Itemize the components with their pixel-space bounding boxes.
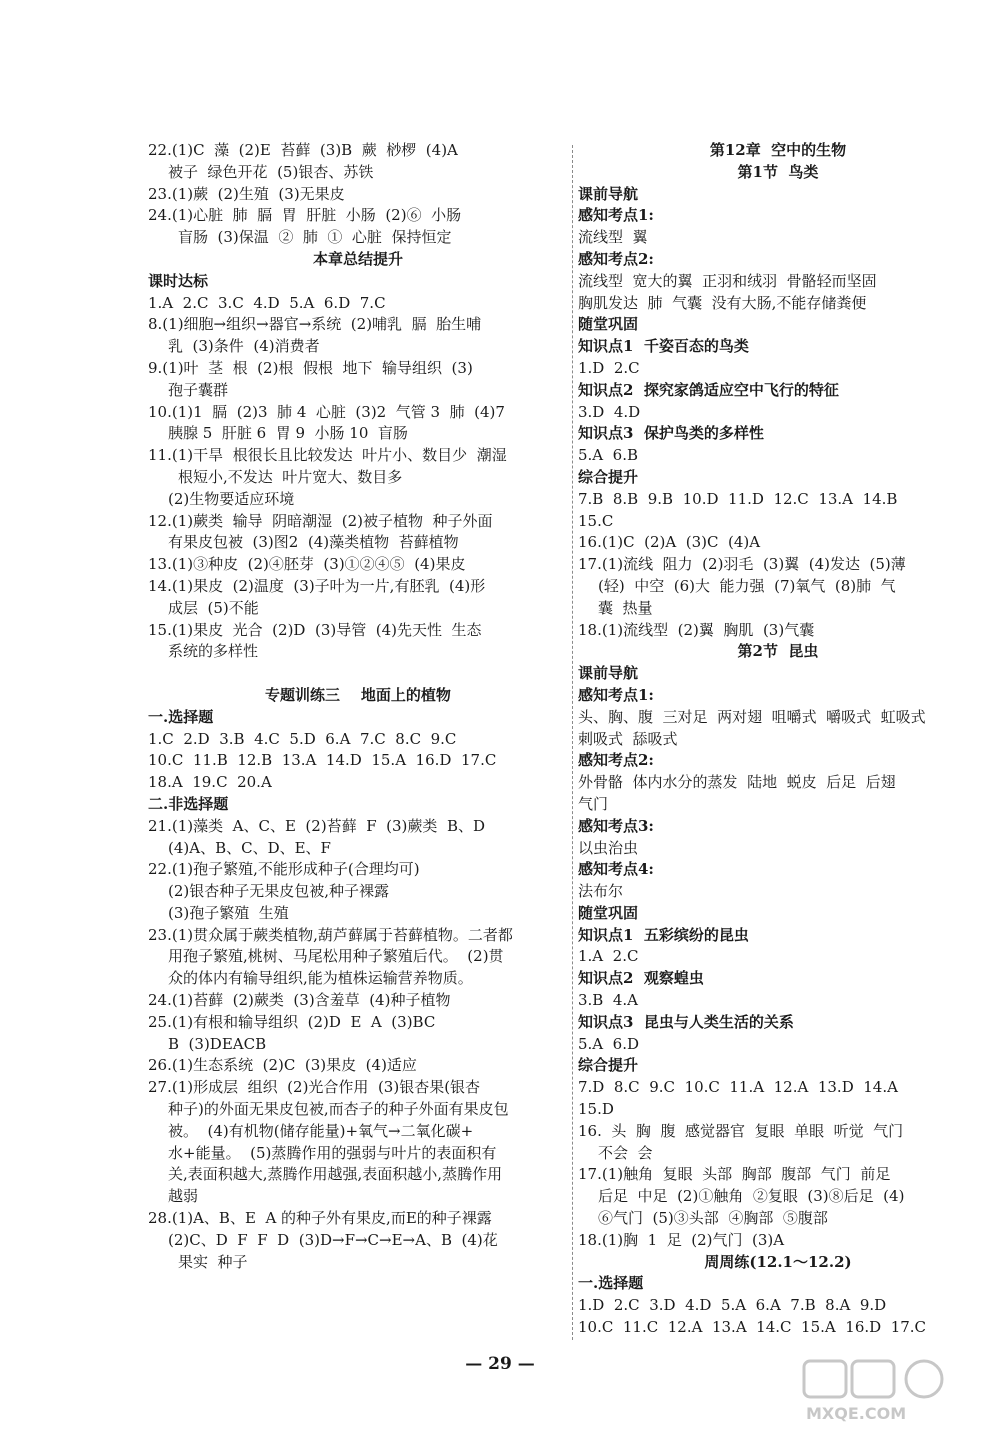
answer-line: 囊 热量 xyxy=(598,598,653,617)
answer-15: 15.C xyxy=(578,511,614,530)
answer-17: 17.(1)流线 阻力 (2)羽毛 (3)翼 (4)发达 (5)薄 xyxy=(578,555,906,574)
section-heading-weekly: 周周练(12.1～12.2) xyxy=(704,1252,852,1271)
answer-13: 13.(1)③种皮 (2)④胚芽 (3)①②④⑤ (4)果皮 xyxy=(148,555,466,574)
answer-16: 16. 头 胸 腹 感觉器官 复眼 单眼 听觉 气门 xyxy=(578,1121,904,1140)
subheading-non-choice-questions: 二.非选择题 xyxy=(148,794,229,813)
watermark-text: MXQE.COM xyxy=(806,1404,907,1423)
answer-line: 关,表面积越大,蒸腾作用越强,表面积越小,蒸腾作用 xyxy=(168,1165,503,1184)
answer-18: 18.(1)流线型 (2)翼 胸肌 (3)气囊 xyxy=(578,620,815,639)
answer-line: 被。 (4)有机物(储存能量)+氧气→二氧化碳+ xyxy=(168,1121,474,1140)
answer-line: 成层 (5)不能 xyxy=(168,598,259,617)
answer-1-9: 1.D 2.C 3.D 4.D 5.A 6.A 7.B 8.A 9.D xyxy=(578,1296,887,1315)
subheading-choice-questions: 一.选择题 xyxy=(148,707,214,726)
answer-14: 14.(1)果皮 (2)温度 (3)子叶为一片,有胚乳 (4)形 xyxy=(148,576,486,595)
blank-line xyxy=(148,663,568,685)
answer-line: 孢子囊群 xyxy=(168,380,229,399)
answer-line: (2)生物要适应环境 xyxy=(168,489,295,508)
subheading-consolidate: 随堂巩固 xyxy=(578,315,639,334)
subheading-point-2: 感知考点2: xyxy=(578,249,654,268)
right-column xyxy=(578,140,978,1339)
answer-line: (2)银杏种子无果皮包被,种子裸露 xyxy=(168,882,390,901)
answer-28: 28.(1)A、B、E A 的种子外有果皮,而E的种子裸露 xyxy=(148,1209,492,1228)
answer-22: 22.(1)C 藻 (2)E 苔藓 (3)B 蕨 桫椤 (4)A xyxy=(148,141,458,159)
answer-line: 头、胸、腹 三对足 两对翅 咀嚼式 嚼吸式 虹吸式 xyxy=(578,707,926,726)
answer-7-14: 7.B 8.B 9.B 10.D 11.D 12.C 13.A 14.B xyxy=(578,489,898,508)
left-column xyxy=(148,140,568,1273)
answer-line: 根短小,不发达 叶片宽大、数目多 xyxy=(178,467,403,486)
knowledge-point-3: 知识点3 保护鸟类的多样性 xyxy=(578,424,764,443)
answer-line: 系统的多样性 xyxy=(168,642,259,661)
answer-line: 胸肌发达 肺 气囊 没有大肠,不能存储粪便 xyxy=(578,293,867,312)
subheading-point-1: 感知考点1: xyxy=(578,206,654,225)
column-divider xyxy=(572,145,573,1340)
knowledge-point-1: 知识点1 千姿百态的鸟类 xyxy=(578,337,749,356)
answer-line: 1.A 2.C xyxy=(578,947,639,966)
answer-line: 水+能量。 (5)蒸腾作用的强弱与叶片的表面积有 xyxy=(168,1143,497,1162)
subheading-point-1: 感知考点1: xyxy=(578,685,654,704)
answer-27: 27.(1)形成层 组织 (2)光合作用 (3)银杏果(银杏 xyxy=(148,1078,481,1097)
section-heading-insects: 第2节 昆虫 xyxy=(737,642,819,661)
section-heading-special-training: 专题训练三 地面上的植物 xyxy=(265,685,451,704)
subheading-comprehensive: 综合提升 xyxy=(578,467,639,486)
subheading-point-4: 感知考点4: xyxy=(578,860,654,879)
answer-line: 胰腺 5 肝脏 6 胃 9 小肠 10 盲肠 xyxy=(168,424,408,443)
answer-12: 12.(1)蕨类 输导 阴暗潮湿 (2)被子植物 种子外面 xyxy=(148,511,493,530)
knowledge-point-2: 知识点2 探究家鸽适应空中飞行的特征 xyxy=(578,380,839,399)
subheading-choice-questions: 一.选择题 xyxy=(578,1274,644,1293)
knowledge-point-3: 知识点3 昆虫与人类生活的关系 xyxy=(578,1012,794,1031)
section-heading-birds: 第1节 鸟类 xyxy=(737,162,819,181)
subheading-point-2: 感知考点2: xyxy=(578,751,654,770)
answer-line: 3.B 4.A xyxy=(578,991,639,1010)
subheading-point-3: 感知考点3: xyxy=(578,816,654,835)
answer-line: 法布尔 xyxy=(578,882,624,901)
watermark-logo xyxy=(798,1357,978,1427)
answer-18-20: 18.A 19.C 20.A xyxy=(148,773,272,792)
answer-line: 5.A 6.B xyxy=(578,446,639,465)
answer-line: 流线型 翼 xyxy=(578,228,648,247)
answer-line: 外骨骼 体内水分的蒸发 陆地 蜕皮 后足 后翅 xyxy=(578,773,896,792)
subheading-preview: 课前导航 xyxy=(578,664,639,683)
answer-10: 10.(1)1 膈 (2)3 肺 4 心脏 (3)2 气管 3 肺 (4)7 xyxy=(148,402,505,421)
answer-line: 5.A 6.D xyxy=(578,1034,640,1053)
answer-line: 种子)的外面无果皮包被,而杏子的种子外面有果皮包 xyxy=(168,1100,509,1119)
knowledge-point-1: 知识点1 五彩缤纷的昆虫 xyxy=(578,925,749,944)
subheading-comprehensive: 综合提升 xyxy=(578,1056,639,1075)
answer-1-7: 1.A 2.C 3.C 4.D 5.A 6.D 7.C xyxy=(148,293,386,312)
answer-line: ⑥气门 (5)③头部 ④胸部 ⑤腹部 xyxy=(598,1209,828,1228)
answer-18: 18.(1)胸 1 足 (2)气门 (3)A xyxy=(578,1230,785,1249)
answer-10-17: 10.C 11.C 12.A 13.A 14.C 15.A 16.D 17.C xyxy=(578,1318,927,1337)
answer-line: 乳 (3)条件 (4)消费者 xyxy=(168,337,320,356)
section-heading-chapter-summary: 本章总结提升 xyxy=(312,249,403,268)
answer-8: 8.(1)细胞→组织→器官→系统 (2)哺乳 膈 胎生哺 xyxy=(148,315,482,334)
answer-line: 众的体内有输导组织,能为植株运输营养物质。 xyxy=(168,969,473,988)
answer-22b: 22.(1)孢子繁殖,不能形成种子(合理均可) xyxy=(148,860,420,879)
subheading-consolidate: 随堂巩固 xyxy=(578,903,639,922)
knowledge-point-2: 知识点2 观察蝗虫 xyxy=(578,969,704,988)
answer-line: 1.D 2.C xyxy=(578,358,640,377)
answer-15: 15.(1)果皮 光合 (2)D (3)导管 (4)先天性 生态 xyxy=(148,620,482,639)
answer-line: 以虫治虫 xyxy=(578,838,639,857)
answer-9: 9.(1)叶 茎 根 (2)根 假根 地下 输导组织 (3) xyxy=(148,358,473,377)
answer-line: 被子 绿色开花 (5)银杏、苏铁 xyxy=(168,162,374,181)
answer-line: (3)孢子繁殖 生殖 xyxy=(168,903,289,922)
answer-16: 16.(1)C (2)A (3)C (4)A xyxy=(578,533,761,552)
chapter-heading: 第12章 空中的生物 xyxy=(709,141,847,159)
answer-line: (2)C、D F F D (3)D→F→C→E→A、B (4)花 xyxy=(168,1230,498,1249)
answer-line: B (3)DEACB xyxy=(168,1034,267,1053)
answer-11: 11.(1)干旱 根很长且比较发达 叶片小、数目少 潮湿 xyxy=(148,446,507,465)
page-number: — 29 — xyxy=(465,1354,535,1374)
answer-17: 17.(1)触角 复眼 头部 胸部 腹部 气门 前足 xyxy=(578,1165,891,1184)
answer-line: 后足 中足 (2)①触角 ②复眼 (3)⑧后足 (4) xyxy=(598,1187,905,1206)
answer-line: 果实 种子 xyxy=(178,1252,248,1271)
answer-7-14: 7.D 8.C 9.C 10.C 11.A 12.A 13.D 14.A xyxy=(578,1078,898,1097)
answer-line: 3.D 4.D xyxy=(578,402,641,421)
answer-24b: 24.(1)苔藓 (2)蕨类 (3)含羞草 (4)种子植物 xyxy=(148,991,451,1010)
answer-line: (4)A、B、C、D、E、F xyxy=(168,838,331,857)
answer-25: 25.(1)有根和输导组织 (2)D E A (3)BC xyxy=(148,1012,436,1031)
answer-line: 越弱 xyxy=(168,1187,199,1206)
subheading-class-standard: 课时达标 xyxy=(148,271,209,290)
answer-24: 24.(1)心脏 肺 膈 胃 肝脏 小肠 (2)⑥ 小肠 xyxy=(148,206,462,225)
subheading-preview: 课前导航 xyxy=(578,184,639,203)
answer-line: 用孢子繁殖,桃树、马尾松用种子繁殖后代。 (2)贯 xyxy=(168,947,504,966)
answer-23: 23.(1)蕨 (2)生殖 (3)无果皮 xyxy=(148,184,345,203)
answer-1-9: 1.C 2.D 3.B 4.C 5.D 6.A 7.C 8.C 9.C xyxy=(148,729,457,748)
answer-line: 流线型 宽大的翼 正羽和绒羽 骨骼轻而坚固 xyxy=(578,271,877,290)
answer-10-17: 10.C 11.B 12.B 13.A 14.D 15.A 16.D 17.C xyxy=(148,751,497,770)
answer-15: 15.D xyxy=(578,1100,614,1119)
answer-21: 21.(1)藻类 A、C、E (2)苔藓 F (3)蕨类 B、D xyxy=(148,816,485,835)
answer-line: 刺吸式 舔吸式 xyxy=(578,729,678,748)
answer-23b: 23.(1)贯众属于蕨类植物,葫芦藓属于苔藓植物。二者都 xyxy=(148,925,513,944)
answer-line: 有果皮包被 (3)图2 (4)藻类植物 苔藓植物 xyxy=(168,533,459,552)
answer-26: 26.(1)生态系统 (2)C (3)果皮 (4)适应 xyxy=(148,1056,417,1075)
answer-line: 气门 xyxy=(578,794,609,813)
answer-line: 盲肠 (3)保温 ② 肺 ① 心脏 保持恒定 xyxy=(178,228,452,247)
answer-line: 不会 会 xyxy=(598,1143,653,1162)
answer-line: (轻) 中空 (6)大 能力强 (7)氧气 (8)肺 气 xyxy=(598,576,896,595)
